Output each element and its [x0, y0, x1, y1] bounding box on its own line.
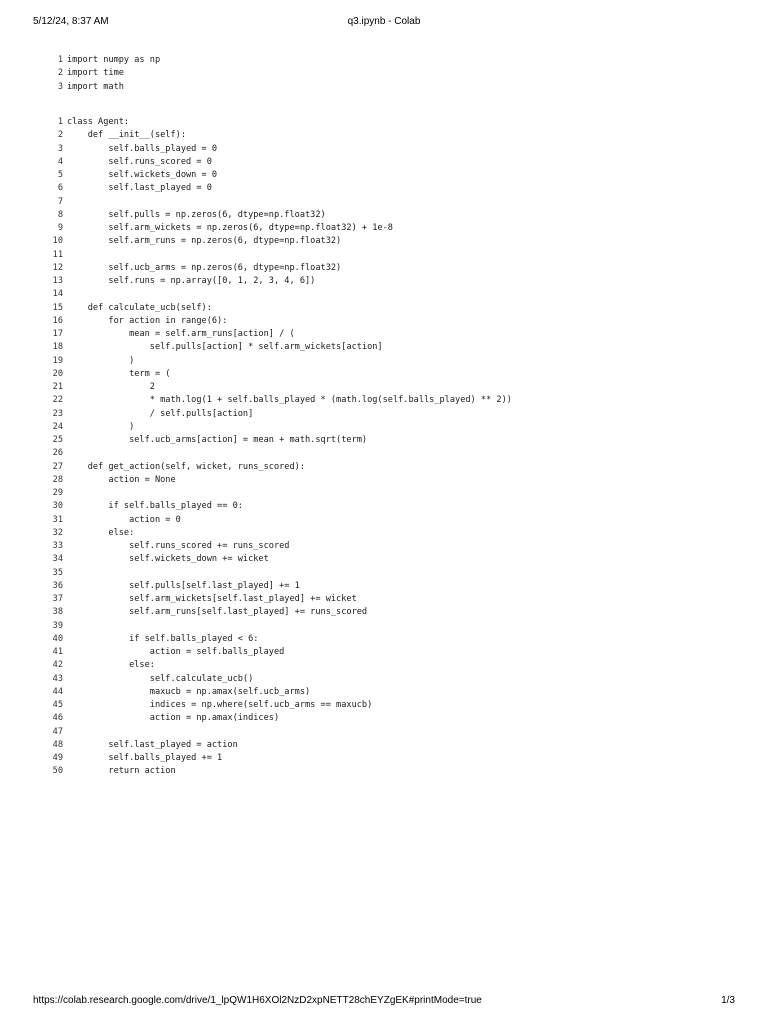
- line-number: 4: [57, 156, 63, 167]
- code-text: def __init__(self):: [67, 130, 186, 141]
- line-number: 33: [52, 541, 63, 551]
- line-number: 28: [52, 474, 63, 485]
- code-line: [50, 434, 512, 447]
- line-number: 30: [52, 501, 63, 512]
- line-number: 16: [52, 315, 63, 326]
- code-text: [63, 288, 67, 301]
- code-text: self.ucb_arms = np.zeros(6, dtype=np.float32): [67, 262, 342, 273]
- code-text: def get_action(self, wicket, runs_scored):: [67, 461, 305, 472]
- code-line: [50, 302, 512, 315]
- line-number: 21: [52, 382, 63, 392]
- code-line: [50, 421, 512, 434]
- code-text: self.arm_runs[self.last_played] += runs_scored: [67, 607, 368, 618]
- code-line: [50, 447, 512, 460]
- code-line: [50, 368, 512, 381]
- code-text: / self.pulls[action]: [67, 408, 254, 419]
- line-number: 10: [52, 236, 63, 247]
- code-line: [50, 474, 512, 487]
- code-line: [50, 673, 512, 686]
- code-text: ): [67, 421, 135, 432]
- code-text: self.pulls[self.last_played] += 1: [67, 580, 300, 591]
- code-line: [50, 182, 512, 195]
- code-text: 2: [67, 382, 155, 392]
- code-line: [50, 765, 512, 778]
- code-text: self.arm_wickets = np.zeros(6, dtype=np.float32) + 1e-8: [67, 223, 393, 233]
- code-line: [50, 143, 512, 156]
- code-text: self.calculate_ucb(): [67, 673, 254, 684]
- code-text: self.arm_runs = np.zeros(6, dtype=np.float32): [67, 236, 342, 247]
- line-number: 2: [57, 68, 63, 79]
- line-number: 20: [52, 368, 63, 379]
- print-footer: [33, 995, 735, 1011]
- code-line: [50, 580, 512, 593]
- line-number: 43: [52, 673, 63, 684]
- line-number: 36: [52, 580, 63, 591]
- line-number: 37: [52, 594, 63, 604]
- line-number: 19: [52, 355, 63, 366]
- code-text: indices = np.where(self.ucb_arms == maxucb): [67, 700, 373, 710]
- code-text: self.arm_wickets[self.last_played] += wicket: [67, 594, 357, 604]
- code-line: [50, 249, 512, 262]
- code-text: self.wickets_down += wicket: [67, 554, 269, 565]
- code-line: [50, 620, 512, 633]
- line-number: 13: [52, 276, 63, 286]
- line-number: 46: [52, 713, 63, 724]
- code-line: [50, 567, 512, 580]
- line-number: 11: [52, 249, 63, 260]
- code-text: [63, 447, 67, 460]
- code-line: [50, 712, 512, 725]
- code-text: else:: [67, 527, 135, 538]
- code-text: return action: [67, 766, 176, 777]
- print-header: [33, 16, 735, 32]
- line-number: 3: [57, 81, 63, 92]
- code-text: self.last_played = 0: [67, 183, 212, 194]
- code-line: [50, 593, 512, 606]
- line-number: 38: [52, 607, 63, 618]
- code-line: [50, 341, 512, 354]
- line-number: 25: [52, 435, 63, 445]
- code-line: [50, 659, 512, 672]
- code-text: [63, 567, 67, 580]
- code-text: else:: [67, 660, 155, 671]
- line-number: 2: [57, 130, 63, 141]
- line-number: 29: [52, 488, 63, 498]
- code-text: self.runs_scored = 0: [67, 156, 212, 167]
- line-number: 24: [52, 421, 63, 432]
- code-line: [50, 394, 512, 407]
- code-cell-agent-class: [50, 116, 512, 779]
- line-number: 35: [52, 567, 63, 578]
- code-text: ): [67, 355, 135, 366]
- code-text: [63, 487, 67, 500]
- code-text: import numpy as np: [67, 55, 161, 65]
- code-line: [50, 235, 512, 248]
- line-number: 50: [52, 766, 63, 777]
- code-text: mean = self.arm_runs[action] / (: [67, 329, 295, 339]
- line-number: 22: [52, 395, 63, 406]
- code-text: [63, 726, 67, 739]
- line-number: 47: [52, 726, 63, 737]
- line-number: 44: [52, 686, 63, 697]
- line-number: 12: [52, 262, 63, 273]
- code-text: self.pulls[action] * self.arm_wickets[action]: [67, 342, 383, 353]
- line-number: 17: [52, 329, 63, 339]
- code-text: [63, 196, 67, 209]
- code-text: import time: [67, 68, 124, 79]
- code-text: self.runs_scored += runs_scored: [67, 541, 290, 551]
- code-line: [50, 540, 512, 553]
- code-line: [50, 739, 512, 752]
- line-number: 3: [57, 143, 63, 154]
- code-text: * math.log(1 + self.balls_played * (math.log(self.balls_played) ** 2)): [67, 395, 512, 406]
- code-text: action = 0: [67, 514, 181, 525]
- line-number: 45: [52, 700, 63, 710]
- page-url: https://colab.research.google.com/drive/1_lpQW1H6XOl2NzD2xpNETT28chEYZgEK#printMode=true: [33, 995, 482, 1006]
- code-line: [50, 54, 160, 67]
- code-line: [50, 408, 512, 421]
- line-number: 8: [57, 209, 63, 220]
- code-text: action = None: [67, 474, 176, 485]
- line-number: 18: [52, 342, 63, 353]
- code-line: [50, 209, 512, 222]
- line-number: 9: [57, 223, 63, 233]
- line-number: 49: [52, 753, 63, 763]
- code-text: class Agent:: [67, 117, 130, 127]
- code-line: [50, 116, 512, 129]
- code-line: [50, 328, 512, 341]
- line-number: 40: [52, 633, 63, 644]
- code-line: [50, 222, 512, 235]
- line-number: 14: [52, 289, 63, 300]
- code-line: [50, 553, 512, 566]
- code-line: [50, 633, 512, 646]
- code-line: [50, 355, 512, 368]
- line-number: 42: [52, 660, 63, 671]
- code-line: [50, 196, 512, 209]
- code-text: self.pulls = np.zeros(6, dtype=np.float32): [67, 209, 326, 220]
- code-text: def calculate_ucb(self):: [67, 302, 212, 313]
- line-number: 48: [52, 739, 63, 750]
- code-line: [50, 315, 512, 328]
- line-number: 34: [52, 554, 63, 565]
- code-line: [50, 487, 512, 500]
- code-line: [50, 288, 512, 301]
- code-line: [50, 500, 512, 513]
- code-text: self.balls_played += 1: [67, 753, 223, 763]
- code-line: [50, 752, 512, 765]
- code-line: [50, 81, 160, 94]
- code-line: [50, 262, 512, 275]
- document-title: q3.ipynb - Colab: [347, 16, 421, 27]
- code-text: if self.balls_played < 6:: [67, 633, 259, 644]
- code-line: [50, 461, 512, 474]
- line-number: 6: [57, 183, 63, 194]
- code-line: [50, 381, 512, 394]
- print-datetime: 5/12/24, 8:37 AM: [33, 16, 109, 27]
- code-line: [50, 514, 512, 527]
- code-cell-imports: [50, 54, 160, 94]
- code-text: self.runs = np.array([0, 1, 2, 3, 4, 6]): [67, 276, 316, 286]
- code-text: [63, 620, 67, 633]
- code-text: self.ucb_arms[action] = mean + math.sqrt(term): [67, 435, 368, 445]
- code-text: self.balls_played = 0: [67, 143, 218, 154]
- line-number: 39: [52, 620, 63, 631]
- code-line: [50, 129, 512, 142]
- line-number: 23: [52, 408, 63, 419]
- code-text: import math: [67, 81, 124, 92]
- code-line: [50, 646, 512, 659]
- code-text: term = (: [67, 368, 171, 379]
- code-line: [50, 67, 160, 80]
- code-text: if self.balls_played == 0:: [67, 501, 243, 512]
- code-line: [50, 156, 512, 169]
- code-text: for action in range(6):: [67, 315, 228, 326]
- line-number: 1: [57, 55, 63, 65]
- code-text: action = self.balls_played: [67, 647, 285, 657]
- code-line: [50, 169, 512, 182]
- code-line: [50, 527, 512, 540]
- code-text: self.last_played = action: [67, 739, 238, 750]
- line-number: 5: [57, 170, 63, 180]
- line-number: 41: [52, 647, 63, 657]
- page-number: 1/3: [721, 995, 735, 1006]
- line-number: 32: [52, 527, 63, 538]
- line-number: 27: [52, 461, 63, 472]
- code-line: [50, 606, 512, 619]
- code-line: [50, 726, 512, 739]
- code-text: maxucb = np.amax(self.ucb_arms): [67, 686, 311, 697]
- code-text: action = np.amax(indices): [67, 713, 280, 724]
- code-line: [50, 686, 512, 699]
- line-number: 7: [57, 196, 63, 207]
- code-line: [50, 275, 512, 288]
- code-line: [50, 699, 512, 712]
- line-number: 1: [57, 117, 63, 127]
- line-number: 15: [52, 302, 63, 313]
- line-number: 31: [52, 514, 63, 525]
- code-text: [63, 249, 67, 262]
- line-number: 26: [52, 448, 63, 459]
- code-text: self.wickets_down = 0: [67, 170, 218, 180]
